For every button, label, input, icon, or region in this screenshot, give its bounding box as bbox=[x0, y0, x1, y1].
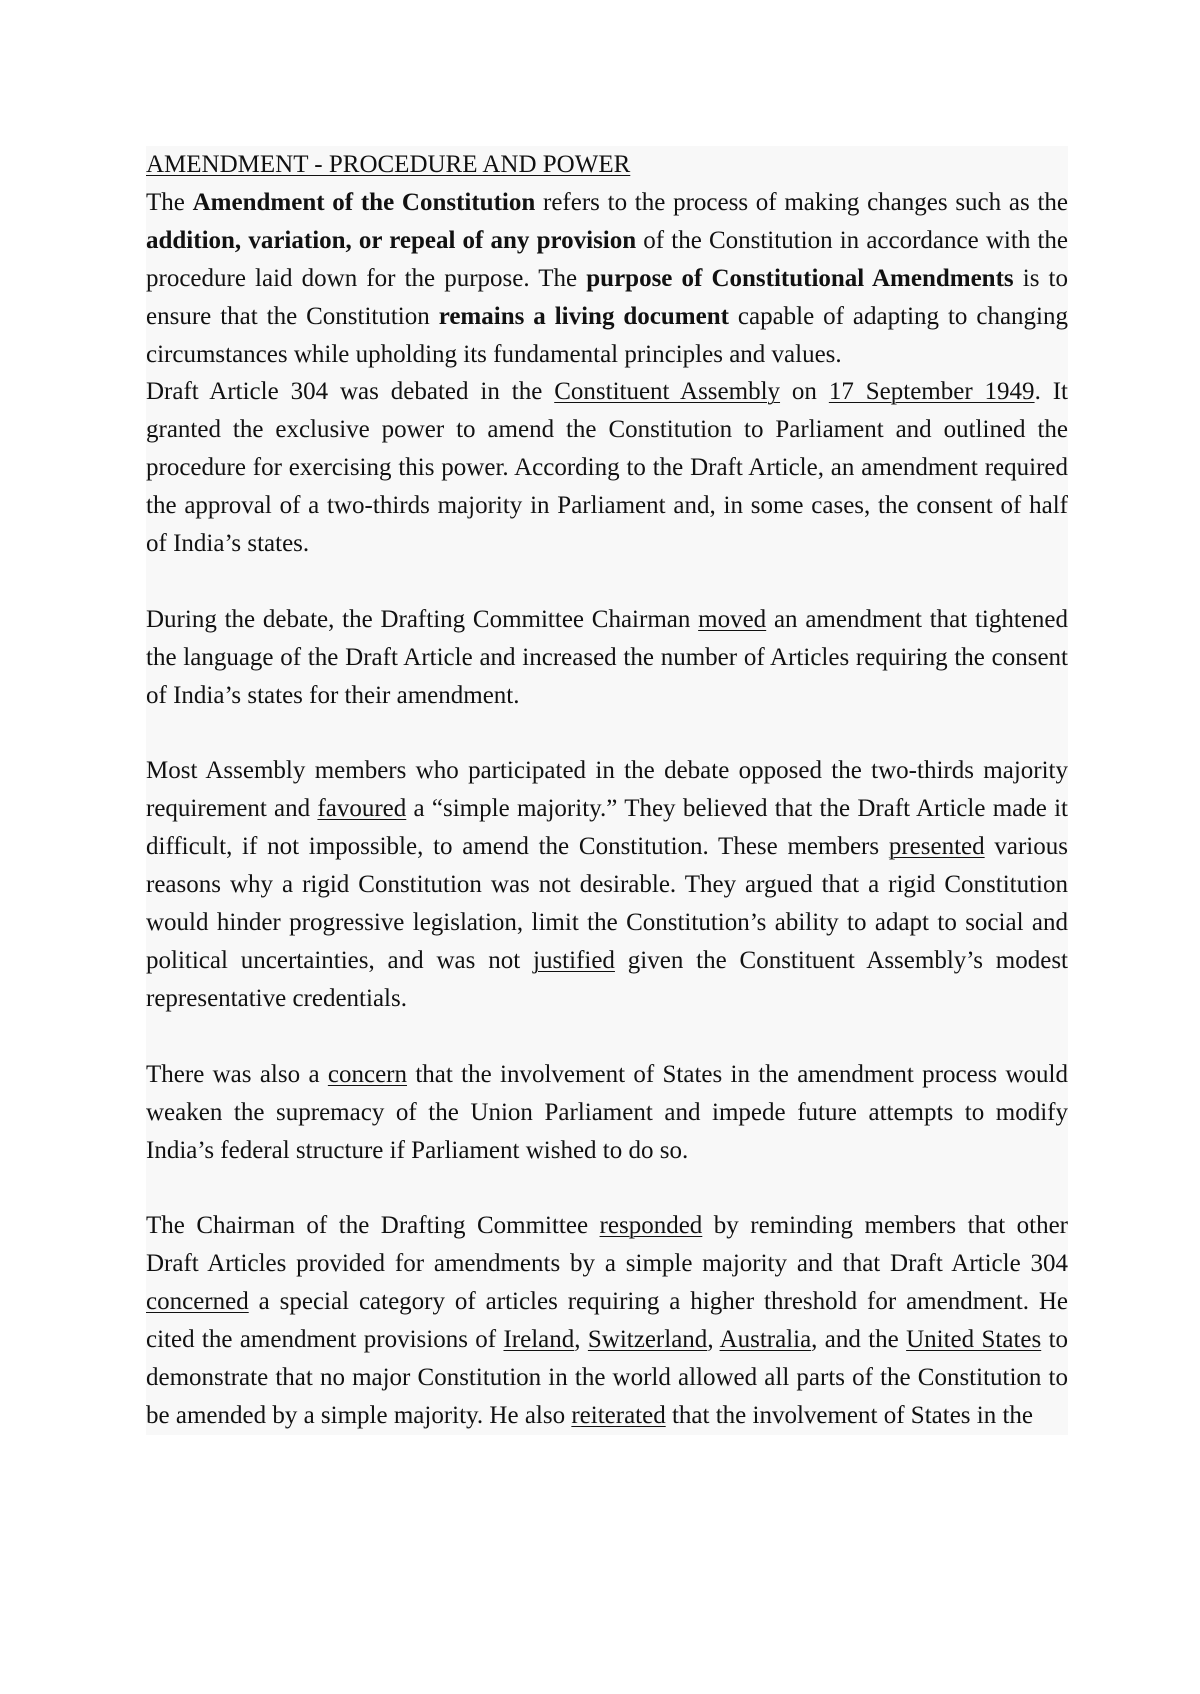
text-run: is to ensure that the Constitution bbox=[146, 264, 1068, 330]
document-body bbox=[146, 146, 1068, 1435]
paragraph-gap bbox=[146, 715, 1068, 753]
bold-term: addition, variation, or repeal of any provision bbox=[146, 226, 637, 254]
paragraph-response bbox=[146, 1207, 1068, 1434]
text-run: The bbox=[146, 188, 193, 216]
text-run: of the Constitution in accordance with the procedure laid down for the purpose. The bbox=[146, 226, 1069, 292]
link-responded[interactable]: responded bbox=[599, 1212, 703, 1240]
link-switzerland[interactable]: Switzerland bbox=[587, 1326, 708, 1354]
bold-term: purpose of Constitutional Amendments bbox=[586, 264, 1014, 292]
text-run: a special category of articles requiring a higher threshold for amendment. He cited the amendment provisions of bbox=[146, 1288, 1068, 1354]
link-australia[interactable]: Australia bbox=[719, 1326, 812, 1354]
link-presented[interactable]: presented bbox=[888, 833, 985, 861]
text-run: a “simple majority.” They believed that the Draft Article made it difficult, if not impossible, to amend the Constitution. These members bbox=[146, 795, 1068, 861]
paragraph-debate bbox=[146, 601, 1068, 715]
link-reiterated[interactable]: reiterated bbox=[571, 1401, 666, 1429]
text-run: given the Constituent Assembly’s modest representative credentials. bbox=[146, 947, 1068, 1012]
paragraph-opposition bbox=[146, 752, 1068, 1017]
text-run: During the debate, the Drafting Committee Chairman bbox=[146, 605, 699, 633]
heading-text: AMENDMENT - PROCEDURE AND POWER bbox=[146, 151, 631, 178]
text-run: capable of adapting to changing circumstances while upholding its fundamental principles and values. bbox=[146, 302, 1068, 368]
link-justified[interactable]: justified bbox=[533, 947, 615, 974]
paragraph-gap bbox=[146, 563, 1068, 601]
text-run: The Chairman of the Drafting Committee bbox=[146, 1212, 600, 1240]
text-run: , bbox=[707, 1326, 720, 1354]
bold-term: Amendment of the Constitution bbox=[192, 188, 536, 216]
link-moved[interactable]: moved bbox=[698, 605, 767, 633]
text-run: There was also a bbox=[146, 1060, 328, 1088]
text-run: an amendment that tightened the language of the Draft Article and increased the number of Articles requiring the consent of India’s states for their amendment. bbox=[146, 605, 1068, 709]
text-run: refers to the process of making changes such as the bbox=[535, 188, 1068, 216]
text-run: . It granted the exclusive power to amend the Constitution to Parliament and outlined the procedure for exercising this power. According to the Draft Article, an amendment required the approval of a two-thirds majority in Parliament and, in some cases, the consent of half of India’s states. bbox=[146, 378, 1068, 558]
text-run: that the involvement of States in the amendment process would weaken the supremacy of the Union Parliament and impede future attempts to modify India’s federal structure if Parliament wished to do so. bbox=[146, 1060, 1068, 1164]
link-united-states[interactable]: United States bbox=[906, 1326, 1042, 1354]
paragraph-gap bbox=[146, 1169, 1068, 1207]
bold-term: remains a living document bbox=[438, 302, 729, 330]
text-run: by reminding members that other Draft Articles provided for amendments by a simple majority and that Draft Article 304 bbox=[146, 1212, 1068, 1278]
paragraph-concern bbox=[146, 1056, 1068, 1170]
link-concerned[interactable]: concerned bbox=[146, 1288, 249, 1316]
text-run: on bbox=[780, 378, 829, 406]
text-run: that the involvement of States in the bbox=[665, 1401, 1034, 1429]
text-run: various reasons why a rigid Constitution was not desirable. They argued that a rigid Constitution would hinder progressive legislation, limit the Constitution’s ability to adapt to social and political uncertainties, and was not bbox=[146, 833, 1068, 974]
link-favoured[interactable]: favoured bbox=[317, 795, 407, 823]
link-concern[interactable]: concern bbox=[327, 1060, 407, 1088]
link-constituent-assembly[interactable]: Constituent Assembly bbox=[554, 378, 781, 406]
paragraph-definition bbox=[146, 184, 1068, 374]
document-heading bbox=[146, 146, 1068, 184]
link-ireland[interactable]: Ireland bbox=[503, 1326, 575, 1354]
paragraph-gap bbox=[146, 1018, 1068, 1056]
link-date[interactable]: 17 September 1949 bbox=[828, 378, 1035, 406]
text-run: Draft Article 304 was debated in the bbox=[146, 378, 555, 406]
paragraph-draft-article bbox=[146, 373, 1068, 563]
text-run: , and the bbox=[811, 1326, 907, 1354]
text-run: Most Assembly members who participated in the debate opposed the two-thirds majority requirement and bbox=[146, 757, 1068, 823]
text-run: , bbox=[574, 1326, 588, 1354]
text-run: to demonstrate that no major Constitution in the world allowed all parts of the Constitution to be amended by a simple majority. He also bbox=[146, 1326, 1069, 1429]
